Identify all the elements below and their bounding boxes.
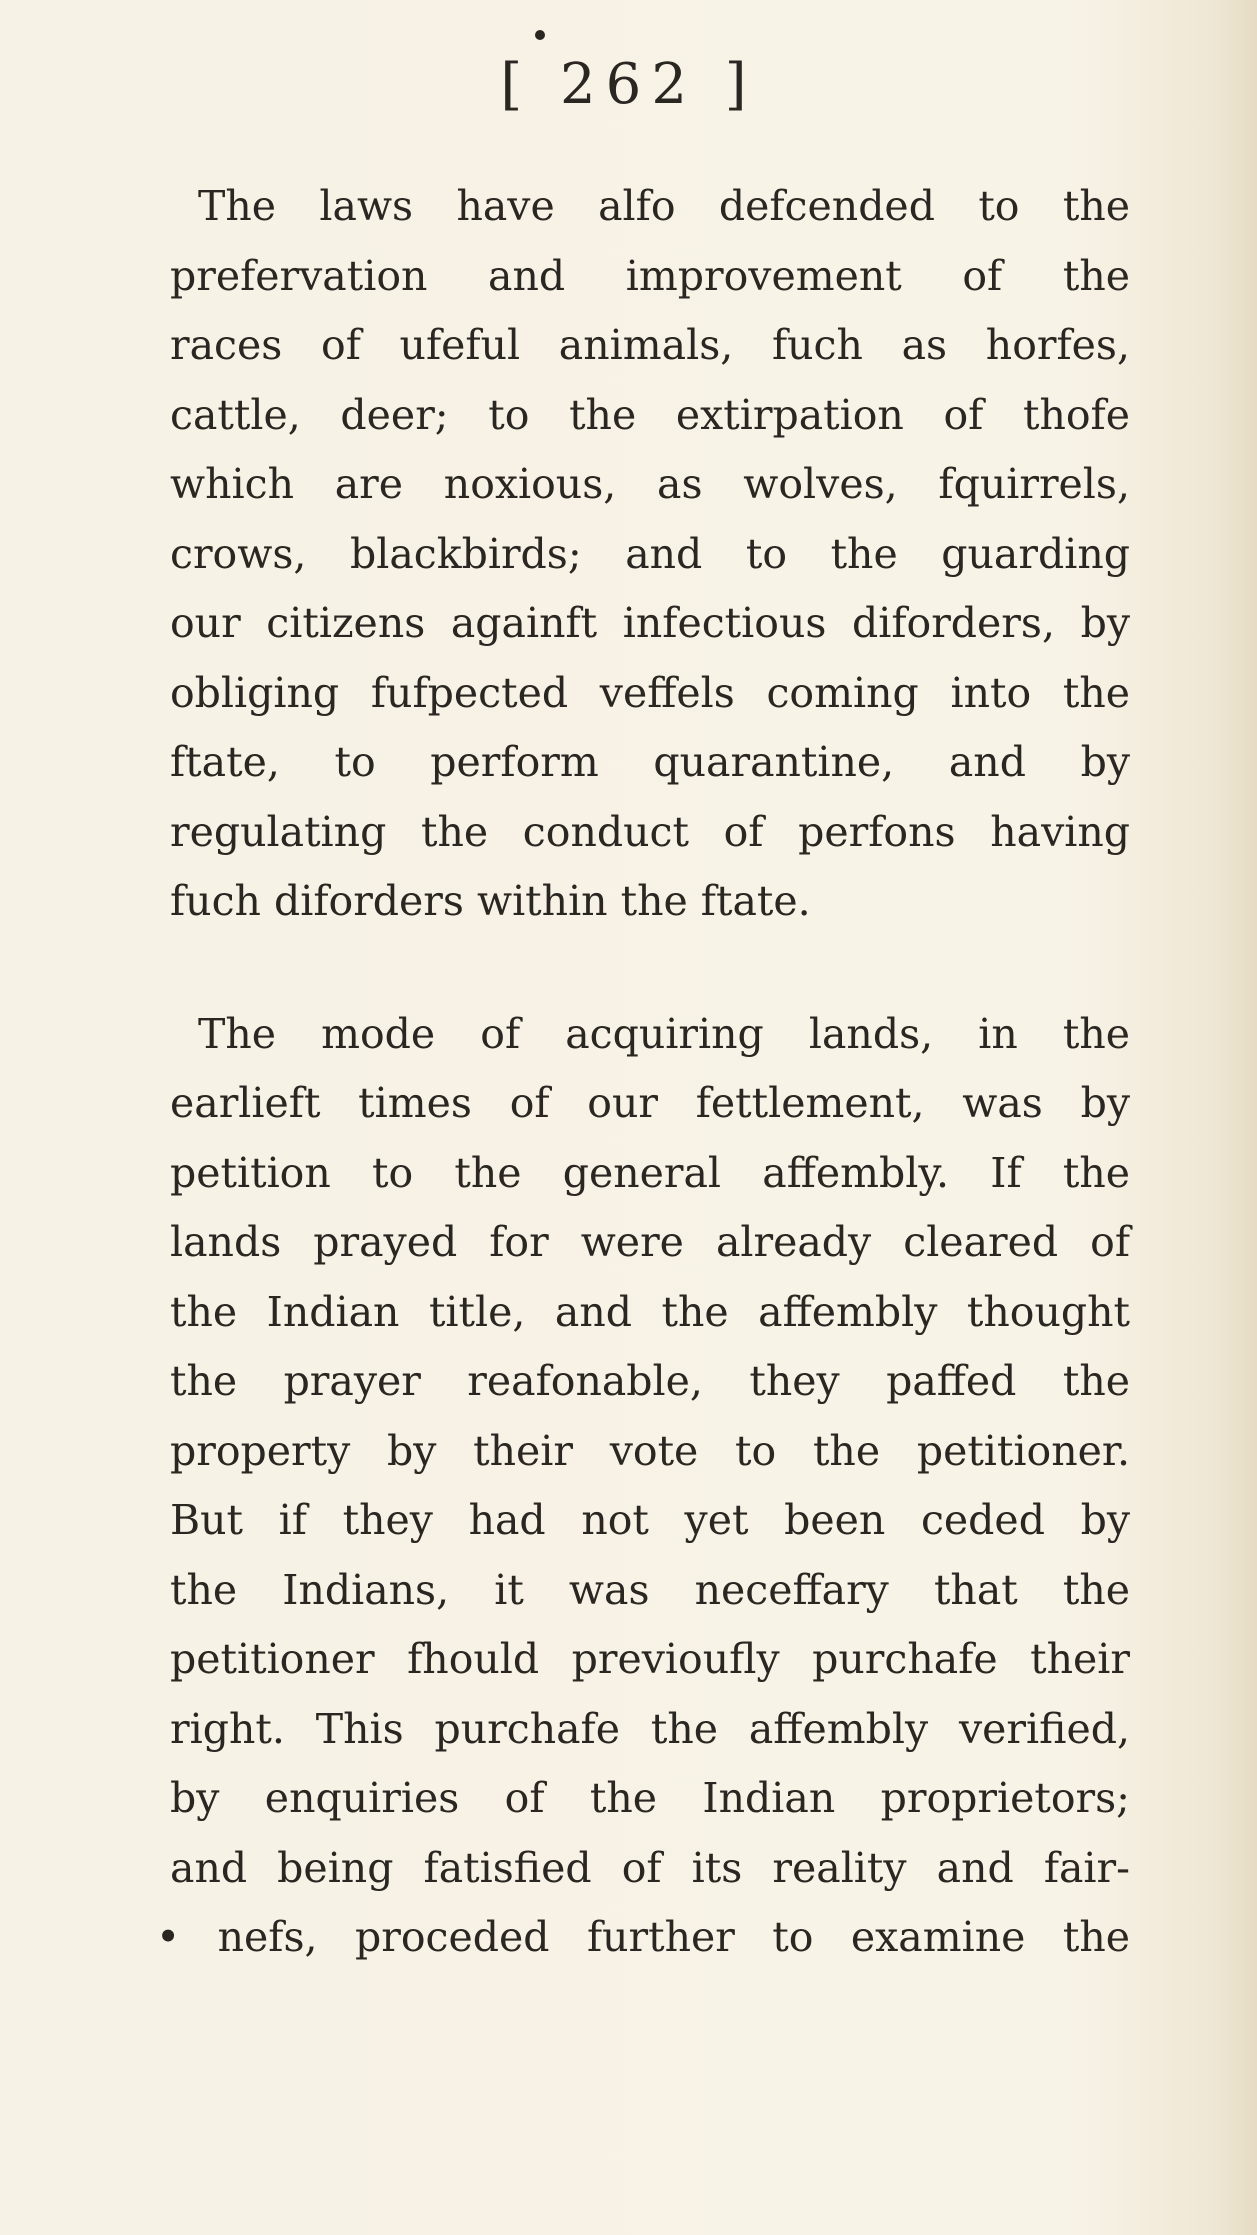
body-text	[156, 172, 1130, 1973]
paragraph-2	[156, 1000, 1130, 1973]
text-line: prefervation and improvement of the	[170, 251, 1130, 300]
text-line: property by their vote to the petitioner.	[170, 1426, 1130, 1475]
text-line: cattle, deer; to the extirpation of thofe	[170, 390, 1130, 439]
text-line: • nefs, proceded further to examine the	[156, 1913, 1130, 1961]
text-line: by enquiries of the Indian proprietors;	[170, 1774, 1130, 1822]
text-line: ftate, to perform quarantine, and by	[170, 738, 1130, 786]
paragraph-1	[170, 172, 1130, 937]
text-line: The mode of acquiring lands, in the	[198, 1009, 1130, 1058]
text-line: lands prayed for were already cleared of	[170, 1218, 1130, 1266]
page-number-header: [ 262 ]	[500, 52, 757, 117]
text-line: which are noxious, as wolves, fquirrels,	[170, 460, 1130, 508]
text-line: petition to the general affembly. If the	[170, 1148, 1130, 1197]
text-line: right. This purchafe the affembly verified,	[170, 1704, 1130, 1753]
text-line: and being fatisfied of its reality and fair-	[170, 1843, 1130, 1892]
text-line: fuch diforders within the ftate.	[170, 877, 811, 925]
text-line: obliging fufpected veffels coming into the	[170, 668, 1130, 717]
text-line: our citizens againft infectious diforders, by	[170, 599, 1130, 647]
text-line: petitioner fhould previoufly purchafe their	[170, 1635, 1130, 1683]
text-line: races of ufeful animals, fuch as horfes,	[170, 321, 1130, 369]
text-line: crows, blackbirds; and to the guarding	[170, 529, 1130, 578]
text-line: earlieft times of our fettlement, was by	[170, 1079, 1130, 1127]
text-line: The laws have alfo defcended to the	[198, 182, 1130, 230]
text-line: regulating the conduct of perfons having	[170, 807, 1130, 856]
text-line: the Indian title, and the affembly thought	[170, 1287, 1130, 1336]
ink-mark	[535, 30, 545, 40]
text-line: the prayer reafonable, they paffed the	[170, 1357, 1130, 1405]
text-line: But if they had not yet been ceded by	[170, 1496, 1130, 1544]
text-line: the Indians, it was neceffary that the	[170, 1565, 1130, 1614]
